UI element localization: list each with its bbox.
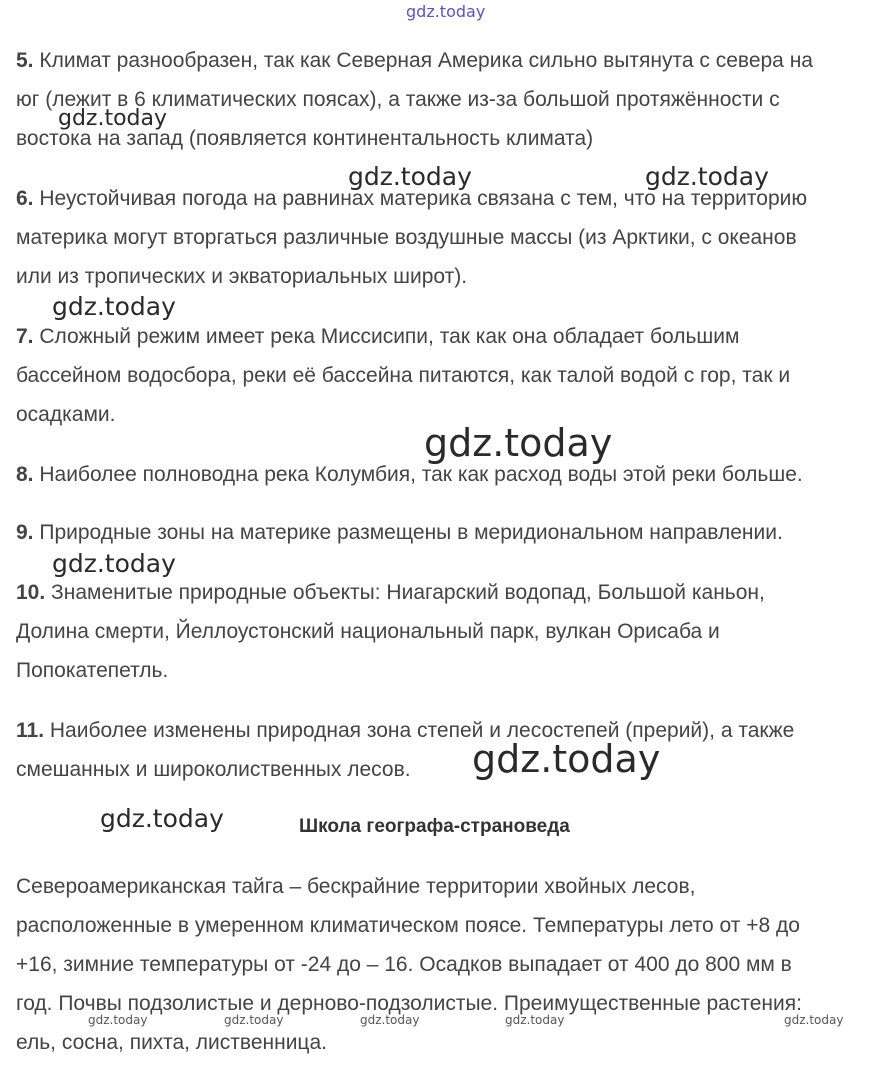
- paragraph-line: Североамериканская тайга – бескрайние территории хвойных лесов,: [16, 875, 696, 898]
- watermark: gdz.today: [58, 106, 168, 131]
- watermark: gdz.today: [100, 804, 224, 833]
- line-text: Сложный режим имеет река Миссисипи, так как она обладает большим: [39, 325, 740, 348]
- paragraph-line: [16, 179, 807, 218]
- answer-paragraph-5: [16, 41, 813, 158]
- paragraph-line: востока на запад (появляется континентальность климата): [16, 127, 594, 150]
- answer-paragraph-10: [16, 573, 765, 690]
- watermark: gdz.today: [224, 1013, 284, 1027]
- paragraph-line: ель, сосна, пихта, лиственница.: [16, 1031, 327, 1054]
- paragraph-line: +16, зимние температуры от -24 до – 16. Осадков выпадает от 400 до 800 мм в: [16, 953, 792, 976]
- answer-paragraph-6: [16, 179, 807, 296]
- paragraph-line: [16, 41, 813, 80]
- watermark: gdz.today: [645, 162, 769, 191]
- paragraph-line: Долина смерти, Йеллоустонский национальный парк, вулкан Орисаба и: [16, 620, 720, 643]
- watermark: gdz.today: [424, 421, 613, 465]
- paragraph-line: [16, 573, 765, 612]
- item-number: 9.: [16, 521, 34, 544]
- line-text: Наиболее полноводна река Колумбия, так как расход воды этой реки больше.: [39, 463, 803, 486]
- item-number: 6.: [16, 187, 34, 210]
- paragraph-line: [16, 711, 794, 750]
- watermark: gdz.today: [348, 162, 472, 191]
- paragraph-line: смешанных и широколиственных лесов.: [16, 758, 411, 781]
- answer-paragraph-11: [16, 711, 794, 789]
- paragraph-line: [16, 317, 790, 356]
- line-text: Природные зоны на материке размещены в меридиональном направлении.: [39, 521, 783, 544]
- paragraph-line: материка могут вторгаться различные воздушные массы (из Арктики, с океанов: [16, 226, 797, 249]
- line-text: Наиболее изменены природная зона степей и лесостепей (прерий), а также: [49, 719, 795, 742]
- paragraph-line: расположенные в умеренном климатическом поясе. Температуры лето от +8 до: [16, 914, 800, 937]
- watermark: gdz.today: [52, 292, 176, 321]
- taiga-paragraph: [16, 867, 802, 1062]
- line-text: Климат разнообразен, так как Северная Америка сильно вытянута с севера на: [39, 49, 813, 72]
- paragraph-line: [16, 455, 803, 494]
- line-text: Знаменитые природные объекты: Ниагарский водопад, Большой каньон,: [51, 581, 765, 604]
- section-heading: Школа географа-страноведа: [299, 816, 570, 837]
- line-text: Неустойчивая погода на равнинах материка связана с тем, что на территорию: [39, 187, 808, 210]
- answer-paragraph-8: [16, 455, 803, 494]
- paragraph-line: Попокатепетль.: [16, 659, 169, 682]
- watermark: gdz.today: [784, 1013, 844, 1027]
- item-number: 8.: [16, 463, 34, 486]
- item-number: 5.: [16, 49, 34, 72]
- answer-paragraph-7: [16, 317, 790, 434]
- watermark: gdz.today: [472, 737, 661, 781]
- item-number: 10.: [16, 581, 46, 604]
- paragraph-line: или из тропических и экваториальных широт).: [16, 265, 468, 288]
- answer-paragraph-9: [16, 513, 783, 552]
- watermark: gdz.today: [88, 1013, 148, 1027]
- watermark: gdz.today: [52, 549, 176, 578]
- paragraph-line: осадками.: [16, 403, 116, 426]
- watermark: gdz.today: [360, 1013, 420, 1027]
- paragraph-line: юг (лежит в 6 климатических поясах), а также из-за большой протяжённости с: [16, 88, 780, 111]
- paragraph-line: [16, 513, 783, 552]
- watermark: gdz.today: [406, 2, 486, 21]
- item-number: 7.: [16, 325, 34, 348]
- watermark: gdz.today: [505, 1013, 565, 1027]
- paragraph-line: бассейном водосбора, реки её бассейна питаются, как талой водой с гор, так и: [16, 364, 791, 387]
- item-number: 11.: [16, 719, 45, 742]
- paragraph-line: год. Почвы подзолистые и дерново-подзолистые. Преимущественные растения:: [16, 992, 802, 1015]
